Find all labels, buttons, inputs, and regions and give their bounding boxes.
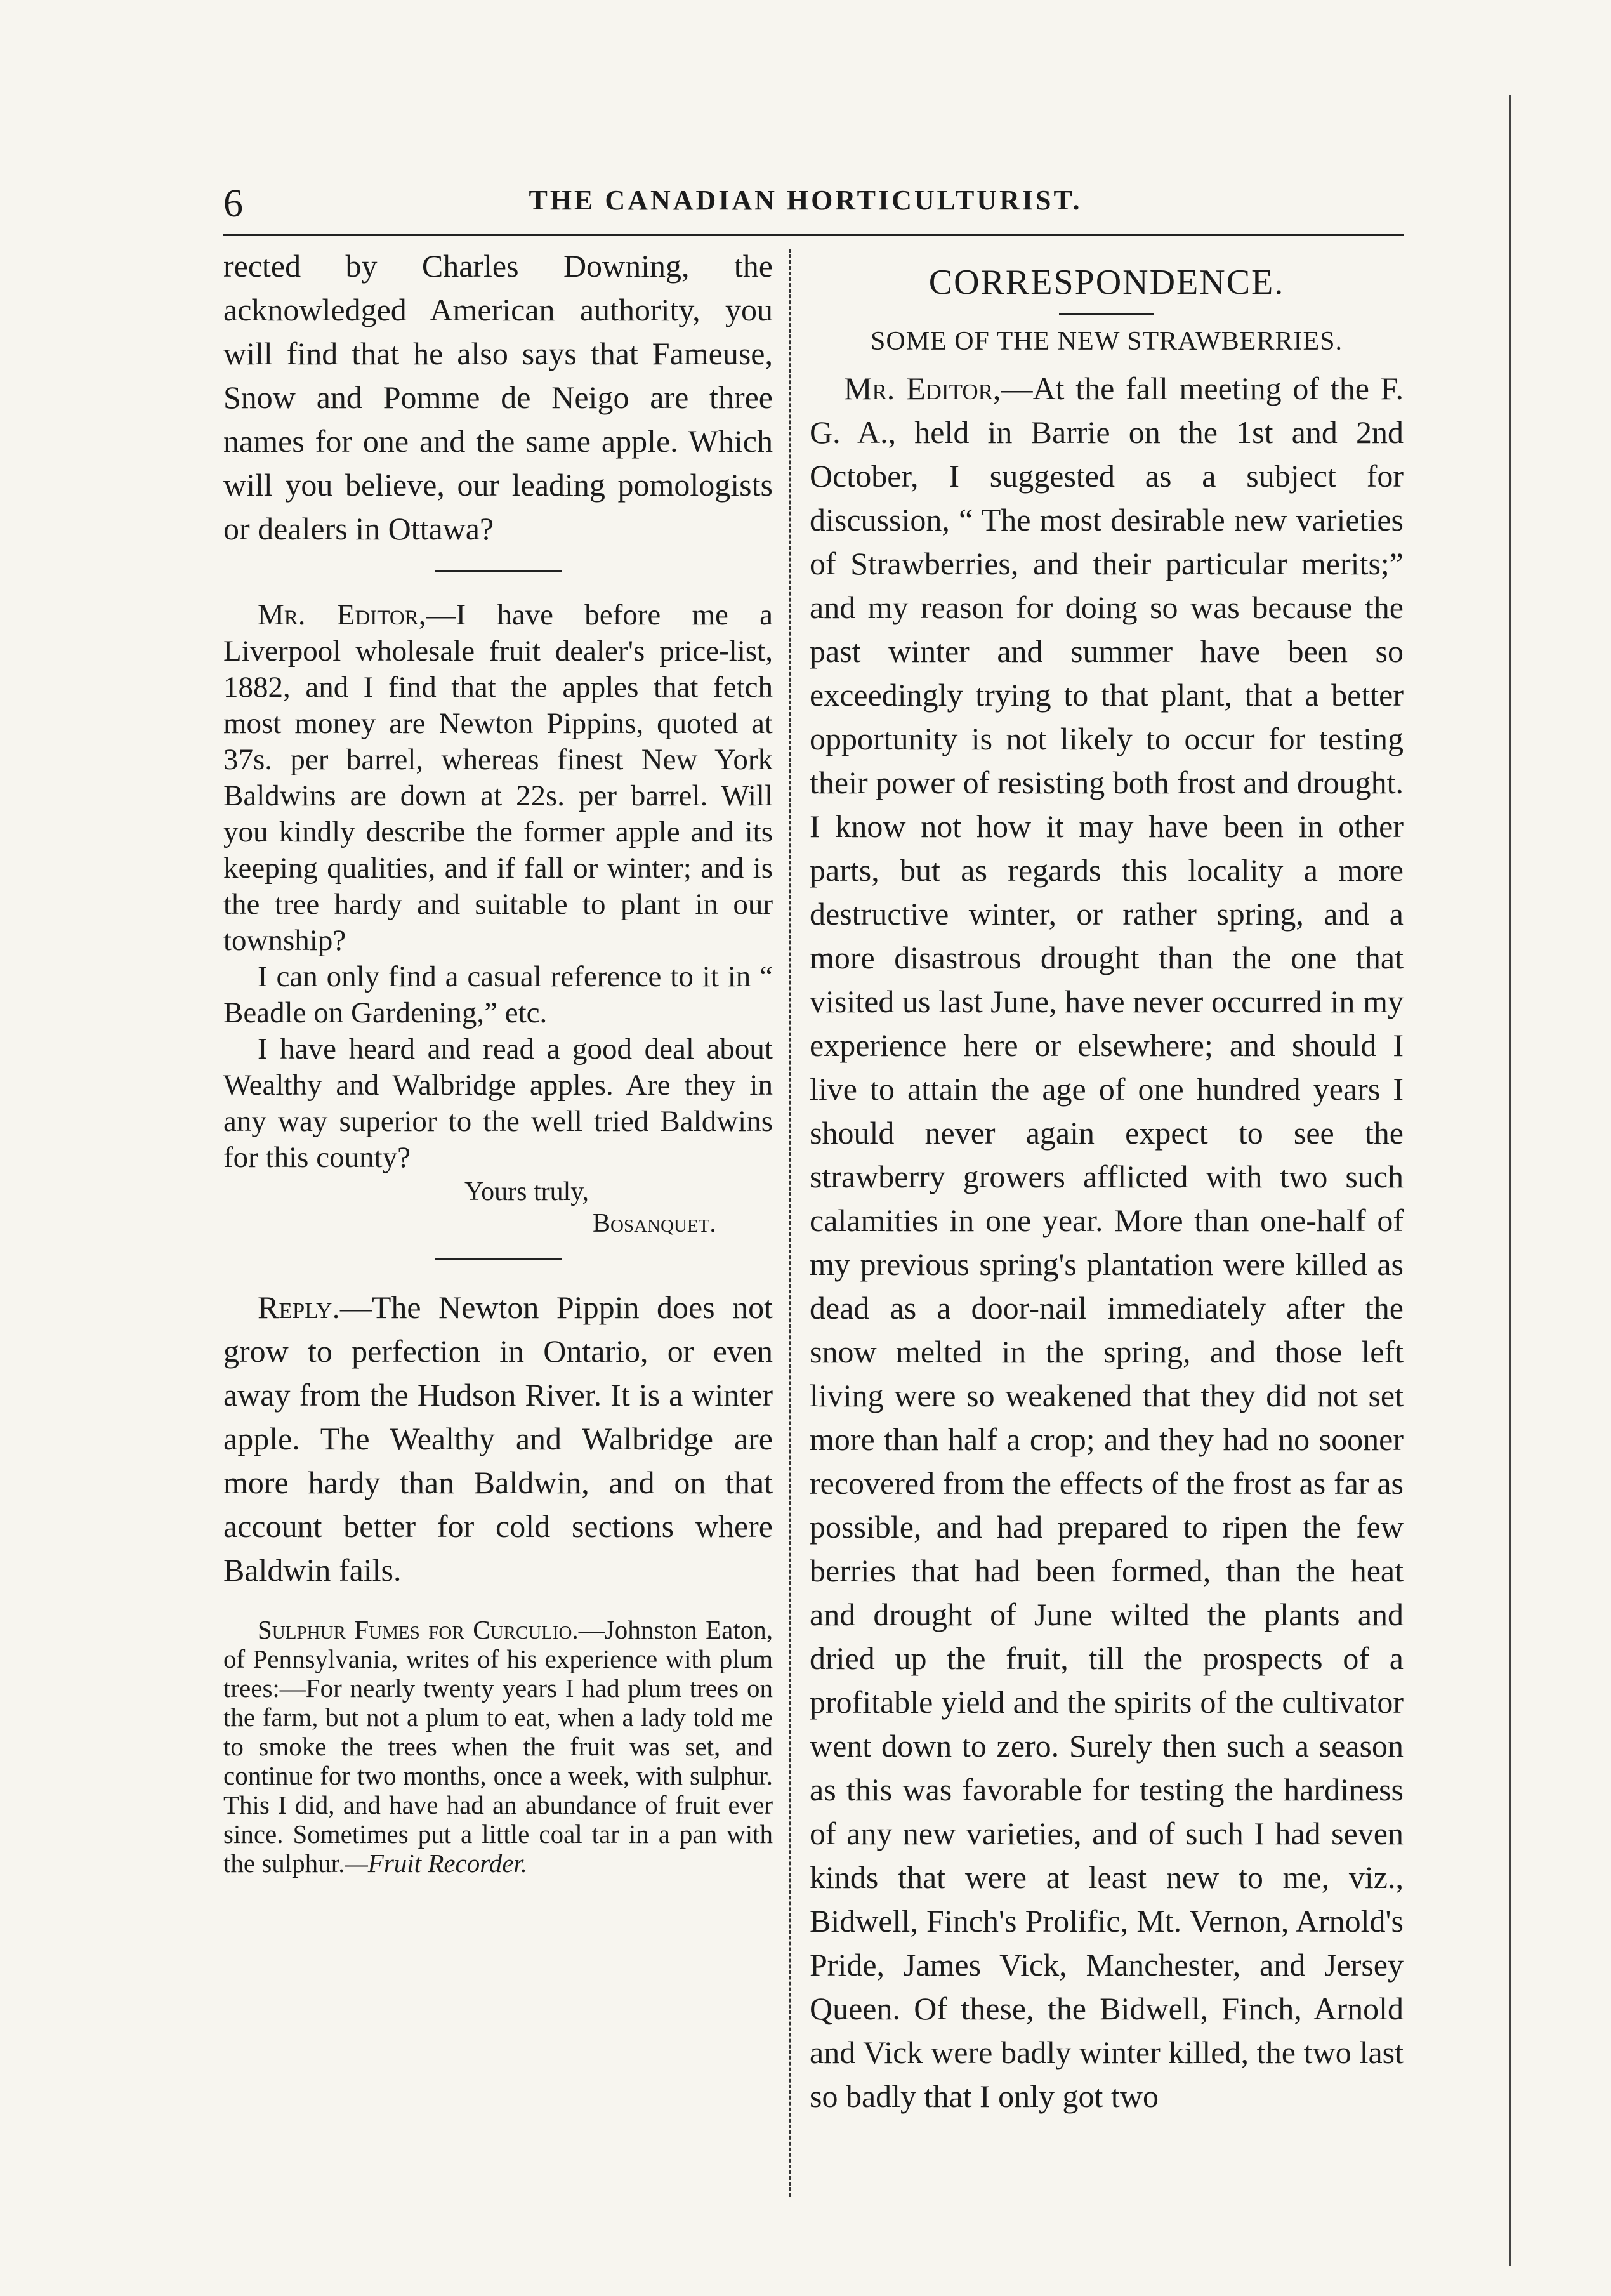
left-column [223,244,773,1878]
letter-signature: Bosanquet. [593,1209,716,1238]
reply-paragraph [223,1286,773,1592]
letter-paragraph: I can only find a casual reference to it in “ Beadle on Gardening,” etc. [223,960,773,1029]
page-number: 6 [223,182,243,225]
column-divider [789,249,791,2197]
page-header [0,0,1611,254]
item-heading: Sulphur Fumes for Curculio. [258,1615,579,1644]
running-title: THE CANADIAN HORTICULTURIST. [529,185,1082,216]
article-salutation: Mr. Editor, [844,371,1001,406]
letter-paragraph-text: —I have before me a Liverpool wholesale fruit dealer's price-list, 1882, and I find that the apples that fetch most money are Newton Pippins, quoted at 37s. per barrel, whereas finest New York Baldwins are down at 22s. per barrel. Will you kindly describe the former apple and its keeping qualities, and if fall or winter; and is the tree hardy and suitable to plant in our township? [223,598,773,957]
letter-paragraph [223,597,773,959]
letter-closing: Yours truly, [464,1177,589,1206]
article-title: SOME OF THE NEW STRAWBERRIES. [871,327,1343,356]
item-source: —Fruit Recorder. [345,1849,528,1878]
letter-salutation: Mr. Editor, [258,598,426,631]
reply-text: —The Newton Pippin does not grow to perfection in Ontario, or even away from the Hudson River. It is a winter apple. The Wealthy and Walbridge are more hardy than Baldwin, and on that account better for cold sections where Baldwin fails. [223,1290,773,1588]
article-paragraph [810,367,1404,2118]
article-body: —At the fall meeting of the F. G. A., held in Barrie on the 1st and 2nd October, I suggested as a subject for discussion, “ The most desirable new varieties of Strawberries, and their particular merits;” and my reason for doing so was because the past winter and summer have been so exceedingly trying to that plant, that a better opportunity is not likely to occur for testing their power of resisting both frost and drought. I know not how it may have been in other parts, but as regards this locality a more destructive winter, or rather spring, and a more disastrous drought than the one that visited us last June, have never occurred in my experience here or elsewhere; and should I live to attain the age of one hundred years I should never again expect to see the strawberry growers afflicted with two such calamities in one year. More than one-half of my previous spring's plantation were killed as dead as a door-nail immediately after the snow melted in the spring, and those left living were so weakened that they did not set more than half a crop; and they had no sooner recovered from the effects of the frost as far as possible, and had prepared to ripen the few berries that had been formed, than the heat and drought of June wilted the plants and dried up the fruit, till the prospects of a profitable yield and the spirits of the cultivator went down to zero. Surely then such a season as this was favorable for testing the hardiness of any new varieties, and of such I had seven kinds that were at least new to me, viz., Bidwell, Finch's Prolific, Mt. Vernon, Arnold's Pride, James Vick, Manchester, and Jersey Queen. Of these, the Bidwell, Finch, Arnold and Vick were badly winter killed, the two last so badly that I only got two [810,371,1404,2114]
reply-label: Reply. [258,1290,340,1325]
right-column [810,244,1404,2118]
separator-rule [435,570,562,572]
separator-rule [1059,313,1154,315]
item-paragraph [223,1615,773,1878]
page-edge-line [1509,95,1511,2266]
header-rule [223,234,1404,236]
letter-paragraph: I have heard and read a good deal about Wealthy and Walbridge apples. Are they in any way superior to the well tried Baldwins for this county? [223,1033,773,1174]
separator-rule [435,1258,562,1260]
continued-paragraph: rected by Charles Downing, the acknowledged American authority, you will find that he also says that Fameuse, Snow and Pomme de Neigo are three names for one and the same apple. Which will you believe, our leading pomologists or dealers in Ottawa? [223,248,773,546]
section-title: CORRESPONDENCE. [928,263,1285,302]
item-text: —Johnston Eaton, of Pennsylvania, writes of his experience with plum trees:—For nearly twenty years I had plum trees on the farm, but not a plum to eat, when a lady told me to smoke the trees when the fruit was set, and continue for two months, once a week, with sulphur. This I did, and have had an abundance of fruit ever since. Sometimes put a little coal tar in a pan with the sulphur. [223,1615,773,1878]
